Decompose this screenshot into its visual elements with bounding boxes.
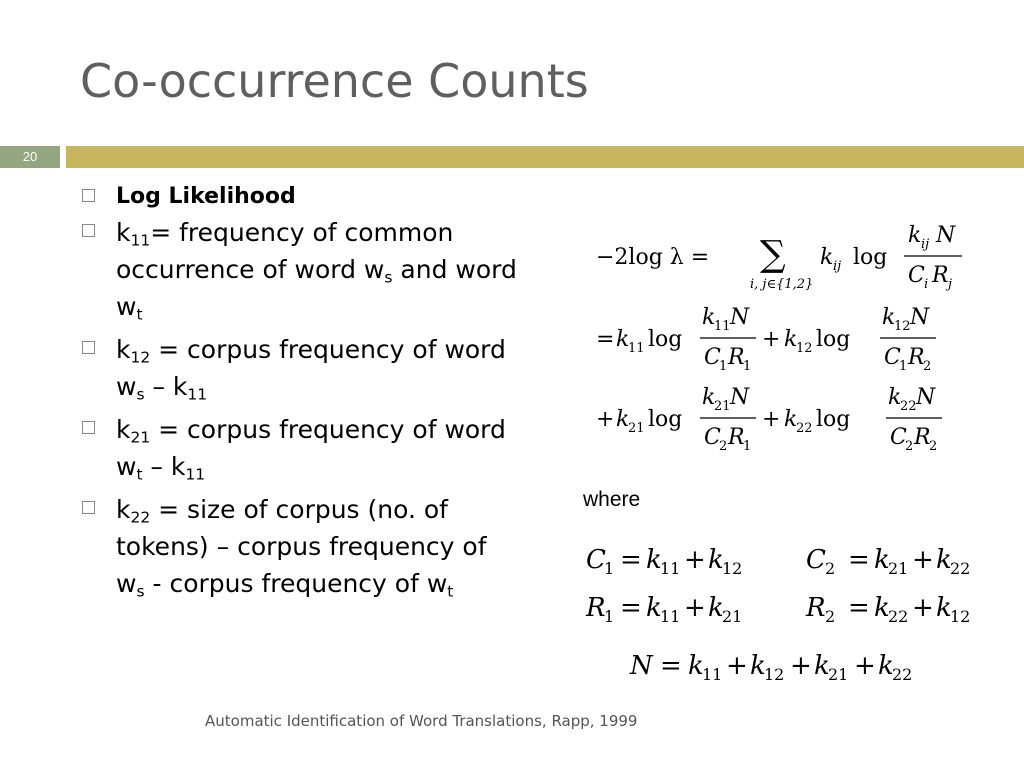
num-k-sub: ij: [921, 237, 930, 252]
def-n-k4: k: [878, 651, 894, 681]
bullet-k21: [82, 411, 522, 485]
k-subscript: 12: [130, 348, 151, 367]
line2-t1-den-R: R: [728, 345, 745, 370]
line3-t2-den-R: R: [914, 425, 931, 450]
log-text: log: [853, 245, 888, 270]
k-symbol: k: [116, 415, 131, 444]
ws-subscript: s: [136, 582, 145, 601]
line3-t1-den-C: C: [704, 425, 721, 450]
line3-t2-den-C: C: [890, 425, 907, 450]
def-c1-lhs-sub: 1: [604, 559, 615, 578]
bullet-text: = size of corpus (no. of tokens) – corpus frequency of w: [116, 495, 487, 598]
line2-t1-num-N: N: [730, 305, 750, 330]
k-symbol: k: [116, 495, 131, 524]
def-c2-b-sub: 22: [950, 559, 971, 578]
square-bullet-icon: [82, 341, 95, 354]
line3-t1-den-R-sub: 1: [743, 439, 752, 454]
plus-sign: +: [762, 327, 781, 352]
line2-t1-num-k-sub: 11: [714, 319, 731, 334]
def-c1-b-sub: 12: [722, 559, 743, 578]
plus-sign: +: [912, 593, 934, 623]
log-likelihood-formula: [590, 212, 990, 462]
bullet-text: = frequency of common occurrence of word w: [116, 218, 454, 284]
line3-t2-den-R-sub: 2: [929, 439, 938, 454]
def-r2-lhs: R: [806, 593, 826, 623]
def-n-k3: k: [814, 651, 830, 681]
plus-sign: +: [684, 593, 706, 623]
line3-t1-k: k: [616, 407, 630, 432]
where-label: where: [583, 488, 641, 511]
def-r1-b: k: [708, 593, 724, 623]
line2-t2-num-k-sub: 12: [894, 319, 911, 334]
line2-t1-k-sub: 11: [628, 341, 645, 356]
k-subscript: 21: [130, 428, 151, 447]
sum-limits: i, j∈{1,2}: [750, 277, 814, 292]
square-bullet-icon: [82, 501, 95, 514]
bullet-text: = corpus frequency of word w: [116, 335, 506, 401]
ws-subscript: s: [384, 268, 393, 287]
line2-t1-k: k: [616, 327, 630, 352]
num-N: N: [936, 223, 956, 248]
def-r1-a-sub: 11: [660, 607, 681, 626]
log-text: log: [648, 327, 683, 352]
den-R: R: [932, 263, 949, 288]
plus-sign: +: [684, 545, 706, 575]
square-bullet-icon: [82, 421, 95, 434]
line3-t2-k-sub: 22: [796, 421, 813, 436]
w-subscript: t: [136, 465, 143, 484]
line3-t1-num-N: N: [730, 385, 750, 410]
def-c2-a-sub: 21: [888, 559, 909, 578]
line2-t1-num-k: k: [702, 305, 716, 330]
bullet-log-likelihood: [82, 180, 522, 214]
bullet-text-mid: and word w: [116, 255, 517, 321]
def-n-k1-sub: 11: [702, 665, 723, 684]
line3-t1-k-sub: 21: [628, 421, 645, 436]
bullet-k22: [82, 491, 522, 602]
equals-sign: =: [620, 545, 642, 575]
plus-sign: +: [762, 407, 781, 432]
log-text: log: [816, 407, 851, 432]
def-c1-lhs: C: [586, 545, 606, 575]
footer-citation: Automatic Identification of Word Translations, Rapp, 1999: [205, 712, 638, 730]
plus-sign: +: [854, 651, 876, 681]
k-subscript: 11: [130, 231, 151, 250]
equals-sign: =: [620, 593, 642, 623]
bullet-text-mid: - corpus frequency of w: [144, 569, 448, 598]
plus-sign: +: [726, 651, 748, 681]
wt-subscript: t: [136, 305, 143, 324]
plus-sign: +: [912, 545, 934, 575]
def-c2-lhs: C: [806, 545, 826, 575]
k-symbol: k: [116, 335, 131, 364]
line3-t2-num-k: k: [888, 385, 902, 410]
def-c1-a-sub: 11: [660, 559, 681, 578]
minus-subscript: 11: [187, 385, 208, 404]
line2-t1-den-C-sub: 1: [719, 359, 728, 374]
title-divider-band: [66, 146, 1024, 168]
def-c2-b: k: [936, 545, 952, 575]
plus-sign: +: [596, 407, 615, 432]
square-bullet-icon: [82, 224, 95, 237]
line2-t2-k: k: [784, 327, 798, 352]
def-n-k1: k: [688, 651, 704, 681]
bullet-list: [82, 180, 522, 608]
line2-t2-k-sub: 12: [796, 341, 813, 356]
def-r2-b: k: [936, 593, 952, 623]
line3-t2-num-N: N: [916, 385, 936, 410]
def-r2-a: k: [874, 593, 890, 623]
line2-t2-den-R: R: [908, 345, 925, 370]
den-C: C: [908, 263, 925, 288]
equals-sign: =: [848, 545, 870, 575]
square-bullet-icon: [82, 189, 95, 202]
line3-t1-den-C-sub: 2: [719, 439, 728, 454]
wt-subscript: t: [447, 582, 454, 601]
den-R-sub: j: [948, 277, 953, 292]
num-k: k: [908, 223, 922, 248]
formula-lhs: −2log λ =: [596, 245, 710, 270]
equals-sign: =: [596, 327, 615, 352]
plus-sign: +: [790, 651, 812, 681]
def-r2-lhs-sub: 2: [825, 607, 836, 626]
line3-t1-num-k: k: [702, 385, 716, 410]
line3-t1-den-R: R: [728, 425, 745, 450]
k-subscript: 22: [130, 508, 151, 527]
log-text: log: [648, 407, 683, 432]
bullet-k12: [82, 331, 522, 405]
line3-t2-k: k: [784, 407, 798, 432]
slide-number: 20: [22, 149, 38, 164]
line2-t2-den-R-sub: 2: [923, 359, 932, 374]
equals-sign: =: [848, 593, 870, 623]
bullet-minus: – k: [144, 372, 188, 401]
definitions-formulas: [580, 530, 1000, 700]
def-r1-lhs-sub: 1: [604, 607, 615, 626]
k-symbol: k: [116, 218, 131, 247]
term-k: k: [820, 245, 834, 270]
def-c2-lhs-sub: 2: [825, 559, 836, 578]
log-text: log: [816, 327, 851, 352]
line3-t2-den-C-sub: 2: [905, 439, 914, 454]
line2-t2-den-C: C: [884, 345, 901, 370]
sum-icon: ∑: [760, 234, 786, 275]
slide-title: Co-occurrence Counts: [80, 54, 589, 108]
def-n-k2: k: [750, 651, 766, 681]
def-c1-b: k: [708, 545, 724, 575]
def-n-lhs: N: [630, 651, 653, 681]
line2-t2-num-N: N: [910, 305, 930, 330]
def-n-k2-sub: 12: [764, 665, 785, 684]
def-r1-lhs: R: [586, 593, 606, 623]
line3-t1-num-k-sub: 21: [714, 399, 731, 414]
den-C-sub: i: [924, 277, 929, 292]
def-n-k3-sub: 21: [828, 665, 849, 684]
bullet-k11: [82, 214, 522, 325]
bullet-text: = corpus frequency of word w: [116, 415, 506, 481]
def-r2-a-sub: 22: [888, 607, 909, 626]
line2-t2-den-C-sub: 1: [899, 359, 908, 374]
def-c1-a: k: [646, 545, 662, 575]
w-subscript: s: [136, 385, 145, 404]
bullet-minus: – k: [142, 452, 186, 481]
minus-subscript: 11: [185, 465, 206, 484]
equals-sign: =: [660, 651, 682, 681]
def-r1-b-sub: 21: [722, 607, 743, 626]
def-c2-a: k: [874, 545, 890, 575]
line2-t2-num-k: k: [882, 305, 896, 330]
line3-t2-num-k-sub: 22: [900, 399, 917, 414]
def-n-k4-sub: 22: [892, 665, 913, 684]
def-r2-b-sub: 12: [950, 607, 971, 626]
def-r1-a: k: [646, 593, 662, 623]
line2-t1-den-R-sub: 1: [743, 359, 752, 374]
line2-t1-den-C: C: [704, 345, 721, 370]
term-k-sub: ij: [833, 259, 842, 274]
bullet-label: Log Likelihood: [116, 184, 296, 209]
